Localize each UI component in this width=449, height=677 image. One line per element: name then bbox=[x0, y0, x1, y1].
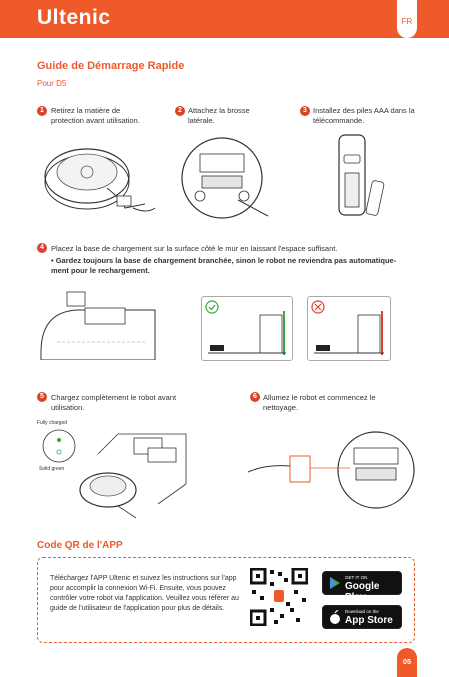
remote-batteries-illustration bbox=[335, 133, 395, 219]
step-5-number: 5 bbox=[37, 392, 47, 402]
app-store-small-label: Download on the bbox=[345, 609, 379, 614]
solid-green-label: Solid green bbox=[39, 466, 65, 472]
charge-indicator-icon bbox=[41, 428, 77, 464]
step-4-text: Placez la base de chargement sur la surface côté le mur en laissant l'espace suffisant. bbox=[51, 244, 338, 253]
robot-power-on-illustration bbox=[246, 420, 418, 520]
side-brush-illustration bbox=[178, 134, 270, 220]
app-store-button[interactable] bbox=[322, 605, 402, 629]
page-subtitle: Pour D5 bbox=[37, 79, 67, 88]
step-4-note: • Gardez toujours la base de chargement branchée, sinon le robot ne reviendra pas automatique- ment pour le rechargement. bbox=[51, 256, 397, 275]
apple-icon bbox=[329, 610, 341, 624]
step-1-text: Retirez la matière de protection avant utilisation. bbox=[51, 106, 140, 125]
charging-base-placement-illustration bbox=[37, 282, 157, 360]
robot-protection-illustration bbox=[37, 138, 157, 220]
incorrect-placement-panel bbox=[307, 296, 391, 361]
qr-section-title: Code QR de l'APP bbox=[37, 540, 123, 551]
qr-code-icon[interactable] bbox=[250, 568, 308, 626]
correct-placement-drawing bbox=[202, 297, 292, 360]
google-play-small-label: GET IT ON bbox=[345, 575, 368, 580]
language-tab bbox=[397, 0, 417, 38]
step-6-text: Allumez le robot et commencez le nettoyage. bbox=[263, 393, 376, 412]
app-store-label: App Store bbox=[345, 615, 393, 626]
brand-logo: Ultenic bbox=[37, 6, 111, 29]
qr-instructions-text: Téléchargez l'APP Ultenic et suivez les instructions sur l'app pour accomplir la connexion Wi-Fi. Ensuite, vous pouvez contrôler votre robot via l'application. Veuillez vous référer au guide de l'utilisateur de l'application pour plus de détails. bbox=[50, 575, 239, 612]
google-play-label: Google Play bbox=[345, 581, 380, 603]
incorrect-placement-drawing bbox=[308, 297, 390, 360]
correct-placement-panel bbox=[201, 296, 293, 361]
page-number-tab bbox=[397, 648, 417, 677]
robot-docking-illustration bbox=[78, 424, 188, 522]
fully-charged-label: Fully charged bbox=[37, 420, 68, 426]
step-2-text: Attachez la brosse latérale. bbox=[188, 106, 250, 125]
step-3-number: 3 bbox=[300, 106, 310, 116]
page-number: 05 bbox=[402, 657, 412, 666]
step-6-number: 6 bbox=[250, 392, 260, 402]
step-2-number: 2 bbox=[175, 106, 185, 116]
page-title: Guide de Démarrage Rapide bbox=[37, 60, 185, 72]
language-label: FR bbox=[401, 17, 413, 26]
google-play-icon bbox=[329, 576, 341, 590]
step-5-text: Chargez complètement le robot avant utilisation. bbox=[51, 393, 177, 412]
step-4-number: 4 bbox=[37, 243, 47, 253]
step-3-text: Installez des piles AAA dans la télécommande. bbox=[313, 106, 415, 125]
step-1-number: 1 bbox=[37, 106, 47, 116]
google-play-button[interactable] bbox=[322, 571, 402, 603]
